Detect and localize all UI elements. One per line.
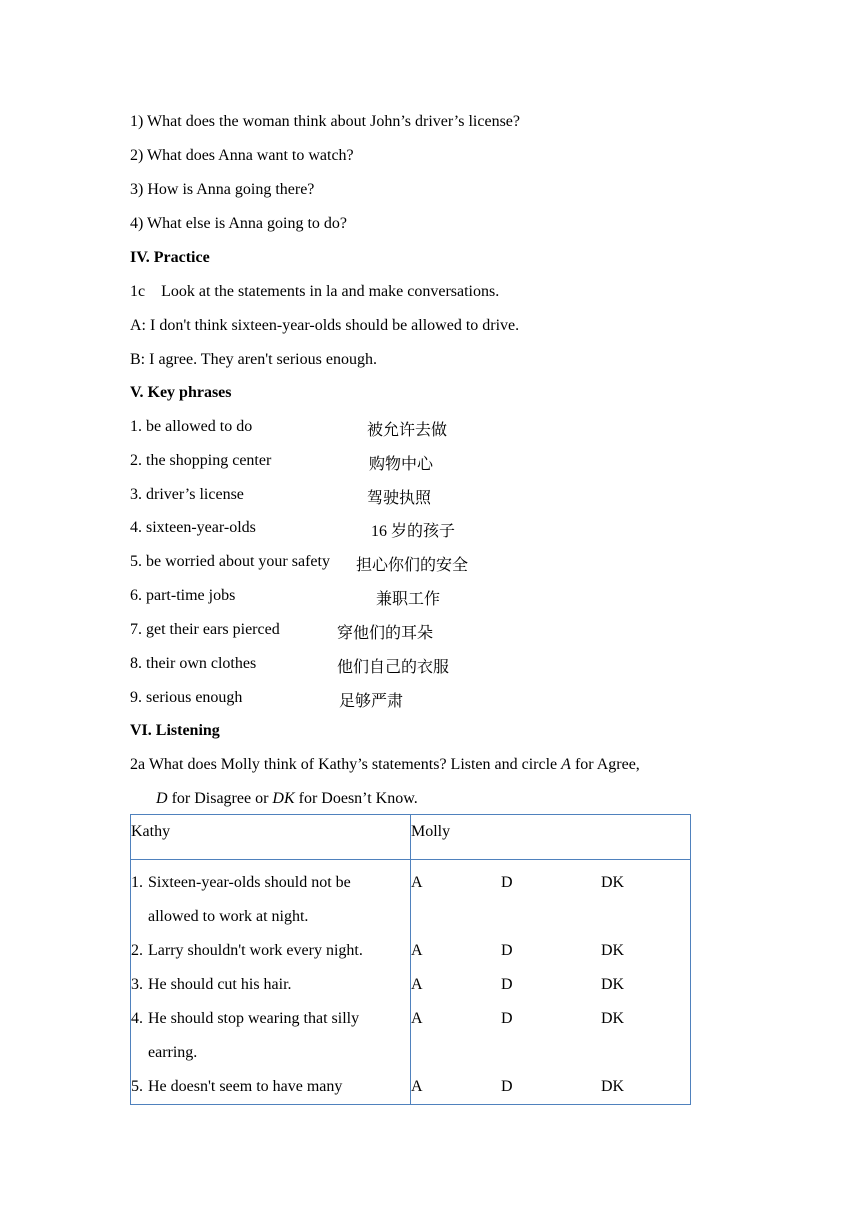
- statement-4: 4. He should stop wearing that silly earring.: [131, 1010, 360, 1061]
- option-disagree[interactable]: D: [501, 976, 513, 993]
- practice-task: 1c Look at the statements in la and make conversations.: [130, 283, 500, 300]
- phrase-en-7: 7. get their ears pierced: [130, 621, 280, 638]
- phrase-en-1: 1. be allowed to do: [130, 418, 253, 435]
- option-disagree[interactable]: D: [501, 1078, 513, 1095]
- statement-1: 1. Sixteen-year-olds should not be allowed to work at night.: [131, 874, 351, 925]
- question-1: 1) What does the woman think about John’s driver’s license?: [130, 113, 520, 130]
- practice-heading: IV. Practice: [130, 249, 210, 266]
- options-row-3: [411, 968, 690, 1002]
- option-agree[interactable]: A: [411, 1010, 423, 1027]
- header-cell-molly: Molly: [411, 815, 691, 860]
- phrase-en-2: 2. the shopping center: [130, 452, 272, 469]
- option-disagree[interactable]: D: [501, 942, 513, 959]
- option-dont-know[interactable]: DK: [601, 942, 625, 959]
- options-row-1: [411, 866, 690, 900]
- kathy-statements-cell: [131, 860, 411, 1105]
- phrase-en-3: 3. driver’s license: [130, 486, 244, 503]
- option-agree[interactable]: A: [411, 942, 423, 959]
- question-3: 3) How is Anna going there?: [130, 181, 315, 198]
- option-agree[interactable]: A: [411, 874, 423, 891]
- option-agree[interactable]: A: [411, 976, 423, 993]
- statement-5: 5. He doesn't seem to have many: [131, 1078, 343, 1095]
- options-row-4: [411, 1002, 690, 1036]
- statement-3: 3. He should cut his hair.: [131, 976, 292, 993]
- listening-task-line-2: D for Disagree or DK for Doesn’t Know.: [156, 790, 418, 807]
- option-agree[interactable]: A: [411, 1078, 423, 1095]
- phrase-en-9: 9. serious enough: [130, 689, 243, 706]
- option-dont-know[interactable]: DK: [601, 1010, 625, 1027]
- listening-table: [130, 814, 691, 1105]
- phrase-cn-5: 担心你们的安全: [356, 557, 469, 574]
- option-dont-know[interactable]: DK: [601, 1078, 625, 1095]
- phrase-cn-8: 他们自己的衣服: [337, 659, 450, 676]
- option-disagree[interactable]: D: [501, 874, 513, 891]
- phrase-cn-9: 足够严肃: [339, 693, 404, 710]
- phrase-cn-4: 16 岁的孩子: [371, 523, 456, 540]
- phrase-en-6: 6. part-time jobs: [130, 587, 236, 604]
- phrase-cn-1: 被允许去做: [367, 422, 448, 439]
- question-2: 2) What does Anna want to watch?: [130, 147, 354, 164]
- practice-line-b: B: I agree. They aren't serious enough.: [130, 351, 377, 368]
- practice-line-a: A: I don't think sixteen-year-olds should be allowed to drive.: [130, 317, 520, 334]
- options-row-5: [411, 1070, 690, 1104]
- option-dont-know[interactable]: DK: [601, 976, 625, 993]
- key-phrases-heading: V. Key phrases: [130, 384, 232, 401]
- phrase-cn-3: 驾驶执照: [367, 490, 432, 507]
- listening-heading: VI. Listening: [130, 722, 220, 739]
- option-disagree[interactable]: D: [501, 1010, 513, 1027]
- question-4: 4) What else is Anna going to do?: [130, 215, 347, 232]
- table-body-row: [131, 860, 691, 1105]
- phrase-en-5: 5. be worried about your safety: [130, 553, 330, 570]
- header-cell-kathy: Kathy: [131, 815, 411, 860]
- statement-2: 2. Larry shouldn't work every night.: [131, 942, 363, 959]
- table-header-row: [131, 815, 691, 860]
- options-row-2: [411, 934, 690, 968]
- phrase-en-8: 8. their own clothes: [130, 655, 257, 672]
- listening-task-line-1: 2a What does Molly think of Kathy’s statements? Listen and circle A for Agree,: [130, 756, 640, 773]
- phrase-en-4: 4. sixteen-year-olds: [130, 519, 256, 536]
- option-dont-know[interactable]: DK: [601, 874, 625, 891]
- phrase-cn-6: 兼职工作: [376, 591, 441, 608]
- phrase-cn-7: 穿他们的耳朵: [337, 625, 434, 642]
- molly-options-cell: [411, 860, 691, 1105]
- phrase-cn-2: 购物中心: [369, 456, 434, 473]
